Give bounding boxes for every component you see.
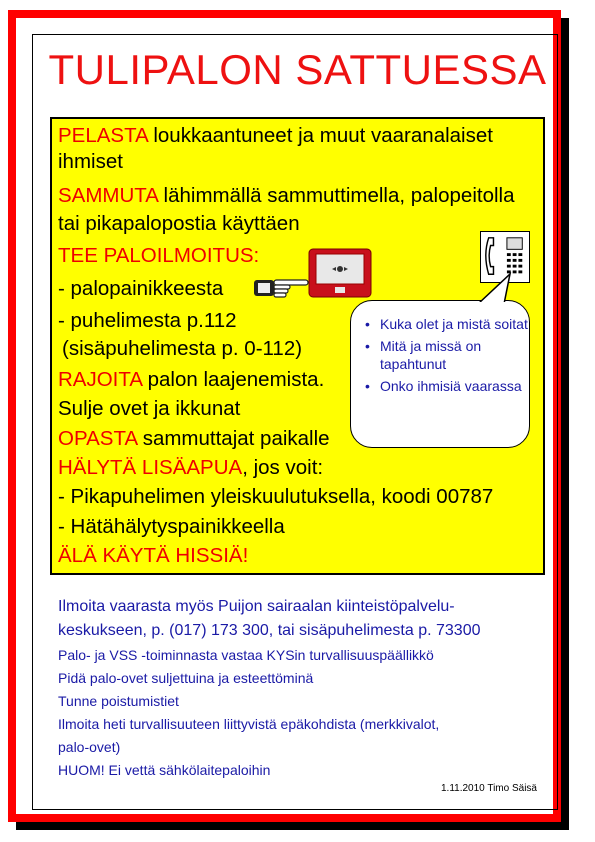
fire-alarm-button-icon: [308, 248, 372, 298]
line-sisapuhelimesta: (sisäpuhelimesta p. 0-112): [62, 337, 303, 360]
line-opasta: [58, 427, 330, 451]
line-text: , jos voit:: [242, 456, 324, 479]
line-pelasta: [58, 124, 493, 148]
line-text: loukkaantuneet ja muut vaaranalaiset: [147, 124, 493, 147]
info-line-1: Ilmoita vaarasta myös Puijon sairaalan kiinteistöpalvelu-: [58, 598, 455, 615]
bubble-item: • Mitä ja missä on tapahtunut: [365, 337, 529, 373]
line-text: palon laajenemista.: [141, 368, 325, 391]
keyword-halyta: HÄLYTÄ LISÄAPUA: [58, 456, 243, 479]
bubble-list: [365, 315, 529, 399]
line-rajoita: [58, 368, 324, 392]
line-pikapalopostia: tai pikapalopostia käyttäen: [58, 212, 300, 235]
info-line-6: Ilmoita heti turvallisuuteen liittyvistä epäkohdista (merkkivalot,: [58, 716, 440, 732]
bubble-item: • Onko ihmisiä vaarassa: [365, 377, 529, 395]
line-text: lähimmällä sammuttimella, palopeitolla: [157, 184, 515, 207]
info-line-7: palo-ovet): [58, 739, 121, 755]
line-tee-paloilmoitus: TEE PALOILMOITUS:: [58, 244, 260, 267]
bubble-item: • Kuka olet ja mistä soitat: [365, 315, 529, 333]
line-sammuta: [58, 184, 514, 208]
line-sulje-ovet: Sulje ovet ja ikkunat: [58, 397, 241, 420]
pointing-hand-icon: [252, 274, 310, 300]
keyword-rajoita: RAJOITA: [58, 368, 142, 391]
info-line-2: keskukseen, p. (017) 173 300, tai sisäpuhelimesta p. 73300: [58, 622, 481, 639]
page-title: TULIPALON SATTUESSA: [48, 46, 547, 93]
keyword-sammuta: SAMMUTA: [58, 184, 158, 207]
keyword-pelasta: PELASTA: [58, 124, 148, 147]
line-pikapuhelimen: - Pikapuhelimen yleiskuulutuksella, koodi 00787: [58, 485, 494, 508]
line-hatahalytys: - Hätähälytyspainikkeella: [58, 515, 285, 538]
speech-bubble: [350, 300, 530, 448]
speech-bubble-tail: [470, 270, 530, 306]
line-ala-kayta-hissia: ÄLÄ KÄYTÄ HISSIÄ!: [58, 544, 249, 567]
line-ihmiset: ihmiset: [58, 150, 123, 173]
line-halyta: [58, 456, 323, 480]
info-line-4: Pidä palo-ovet suljettuina ja esteettöminä: [58, 670, 314, 686]
info-line-8: HUOM! Ei vettä sähkölaitepaloihin: [58, 762, 271, 778]
info-line-3: Palo- ja VSS -toiminnasta vastaa KYSin turvallisuuspäällikkö: [58, 647, 434, 663]
line-text: sammuttajat paikalle: [137, 427, 330, 450]
keyword-opasta: OPASTA: [58, 427, 137, 450]
info-line-5: Tunne poistumistiet: [58, 693, 179, 709]
line-palopainikkeesta: - palopainikkeesta: [58, 277, 224, 300]
signature: 1.11.2010 Timo Säisä: [441, 783, 537, 794]
line-puhelimesta: - puhelimesta p.112: [58, 309, 237, 332]
